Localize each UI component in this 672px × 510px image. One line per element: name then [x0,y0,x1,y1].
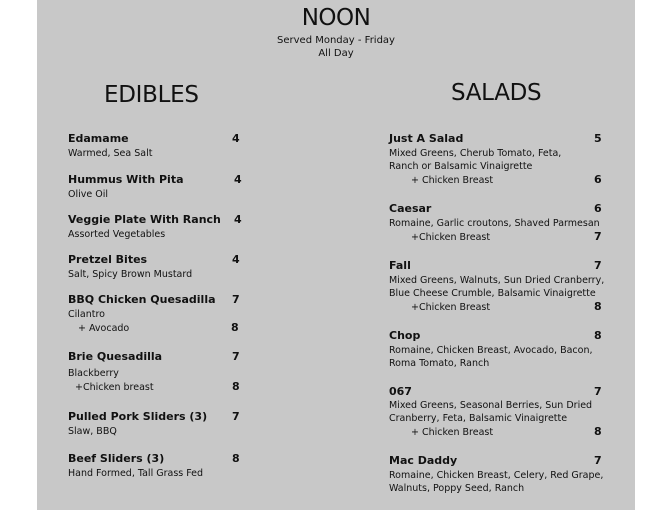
item-description: Romaine, Chicken Breast, Avocado, Bacon, [389,345,593,356]
edibles-heading: EDIBLES [104,82,199,108]
menu-page [37,0,635,510]
item-description: Romaine, Garlic croutons, Shaved Parmesan [389,218,600,229]
item-price: 7 [232,350,240,363]
item-description: Blackberry [68,368,119,379]
item-name: Edamame [68,132,129,145]
item-description: Hand Formed, Tall Grass Fed [68,468,204,479]
item-price: 7 [594,259,602,272]
item-addon: + Chicken Breast [411,175,494,186]
item-addon-price: 8 [594,300,602,313]
item-addon-price: 8 [232,380,240,393]
item-addon: +Chicken Breast [411,232,491,243]
item-price: 5 [594,132,602,145]
item-name: Caesar [389,202,432,215]
item-description-line2: Cranberry, Feta, Balsamic Vinaigrette [389,413,568,424]
item-name: Veggie Plate With Ranch [68,213,221,226]
item-description: Mixed Greens, Walnuts, Sun Dried Cranberry, [389,275,605,286]
item-price: 4 [232,132,240,145]
served-days: Served Monday - Friday [277,35,395,46]
item-price: 8 [594,329,602,342]
item-description: Mixed Greens, Cherub Tomato, Feta, [389,148,562,159]
item-addon: + Chicken Breast [411,427,494,438]
item-description: Slaw, BBQ [68,426,117,437]
item-price: 7 [232,410,240,423]
item-addon-price: 7 [594,230,602,243]
item-addon-price: 8 [594,425,602,438]
item-description: Salt, Spicy Brown Mustard [68,269,193,280]
item-description-line2: Roma Tomato, Ranch [389,358,490,369]
item-name: Chop [389,329,421,342]
item-price: 4 [234,173,242,186]
item-addon: + Avocado [78,323,130,334]
item-description-line2: Blue Cheese Crumble, Balsamic Vinaigrette [389,288,596,299]
salads-heading: SALADS [451,80,542,106]
item-name: 067 [389,385,412,398]
item-name: Pulled Pork Sliders (3) [68,410,208,423]
menu-title: NOON [301,5,371,31]
item-price: 4 [232,253,240,266]
item-addon-price: 6 [594,173,602,186]
item-addon: +Chicken breast [75,382,154,393]
served-hours: All Day [318,48,354,59]
item-description-line2: Ranch or Balsamic Vinaigrette [389,161,533,172]
item-name: Brie Quesadilla [68,350,163,363]
item-description: Olive Oil [68,189,108,200]
item-description: Cilantro [68,309,105,320]
item-description: Mixed Greens, Seasonal Berries, Sun Dried [389,400,593,411]
item-name: Beef Sliders (3) [68,452,165,465]
item-addon: +Chicken Breast [411,302,491,313]
item-price: 7 [232,293,240,306]
item-description: Romaine, Chicken Breast, Celery, Red Grape, [389,470,604,481]
item-price: 7 [594,454,602,467]
item-price: 6 [594,202,602,215]
item-addon-price: 8 [231,321,239,334]
item-description: Warmed, Sea Salt [68,148,153,159]
item-name: Fall [389,259,411,272]
item-description-line2: Walnuts, Poppy Seed, Ranch [389,483,525,494]
item-name: BBQ Chicken Quesadilla [68,293,216,306]
item-name: Pretzel Bites [68,253,148,266]
item-description: Assorted Vegetables [68,229,166,240]
item-name: Mac Daddy [389,454,458,467]
item-name: Just A Salad [389,132,464,145]
item-name: Hummus With Pita [68,173,184,186]
item-price: 7 [594,385,602,398]
item-price: 8 [232,452,240,465]
item-price: 4 [234,213,242,226]
